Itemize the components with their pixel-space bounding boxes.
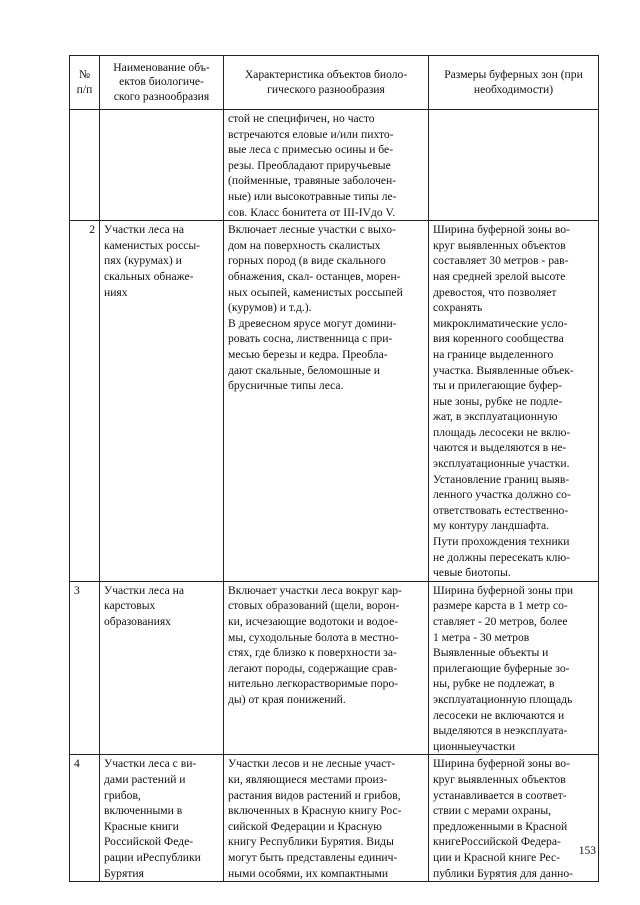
table-row xyxy=(70,755,599,882)
row-num: 4 xyxy=(70,755,100,882)
table-row xyxy=(70,581,599,755)
row-buffer xyxy=(429,110,599,221)
row-name xyxy=(100,110,224,221)
header-name: Наименование объ- ектов биологиче- ского разнообразия xyxy=(100,56,224,110)
row-characteristic: Включает участки леса вокруг кар- стовых образований (щели, ворон- ки, исчезающие водотоки и водое- мы, суходольные болота в местно- стях, где близко к поверхности за- легают породы, содержащие срав- нительно легкорастворимые поро- ды) от края понижений. xyxy=(224,581,429,755)
biodiversity-table xyxy=(69,55,599,882)
row-num xyxy=(70,110,100,221)
table-row xyxy=(70,221,599,582)
row-name: Участки леса с ви- дами растений и грибов, включенными в Красные книги Российской Феде- рации иРеспублики Бурятия xyxy=(100,755,224,882)
row-buffer: Ширина буферной зоны во- круг выявленных объектов составляет 30 метров - рав- ная средней зрелой высоте древостоя, что позволяет сохранять микроклиматические усло- вия коренного сообщества на границе выделенного участка. Выявленные объек- ты и прилегающие буфер- ные зоны, рубке не подле- жат, в эксплуатационную площадь лесосеки не вклю- чаются и выделяются в не- эксплуатационные участки. Установление границ выяв- ленного участка должно со- ответствовать естественно- му контуру ландшафта. Пути прохождения техники не должны пересекать клю- чевые биотопы. xyxy=(429,221,599,582)
row-name: Участки леса на каменистых россы- пях (курумах) и скальных обнаже- ниях xyxy=(100,221,224,582)
row-buffer: Ширина буферной зоны во- круг выявленных объектов устанавливается в соответ- ствии с мерами охраны, предложенными в Красной книгеРоссийской Федера- ции и Красной книге Рес- публики Бурятия для данно- xyxy=(429,755,599,882)
page-number: 153 xyxy=(578,845,596,857)
row-characteristic: Включает лесные участки с выхо- дом на поверхность скалистых горных пород (в виде скального обнажения, скал- останцев, морен- ных осыпей, каменистых россыпей (курумов) и т.д.). В древесном ярусе могут домини- ровать сосна, лиственница с при- месью березы и кедра. Преобла- дают скальные, беломошные и брусничные типы леса. xyxy=(224,221,429,582)
header-num: № п/п xyxy=(70,56,100,110)
row-buffer: Ширина буферной зоны при размере карста в 1 метр со- ставляет - 20 метров, более 1 метра - 30 метров Выявленные объекты и прилегающие буферные зо- ны, рубке не подлежат, в эксплуатационную площадь лесосеки не включаются и выделяются в неэксплуата- ционныеучастки xyxy=(429,581,599,755)
header-buffer: Размеры буферных зон (при необходимости) xyxy=(429,56,599,110)
row-num: 2 xyxy=(70,221,100,582)
row-num: 3 xyxy=(70,581,100,755)
table-header-row xyxy=(70,56,599,110)
header-characteristic: Характеристика объектов биоло- гического разнообразия xyxy=(224,56,429,110)
row-characteristic: стой не специфичен, но часто встречаются еловые и/или пихто- вые леса с примесью осины и бе- резы. Преобладают приручьевые (пойменные, травяные заболочен- ные) или высокотравные типы ле- сов. Класс бонитета от III-IVдо V. xyxy=(224,110,429,221)
table-row xyxy=(70,110,599,221)
row-characteristic: Участки лесов и не лесные участ- ки, являющиеся местами произ- растания видов растений и грибов, включенных в Красную книгу Рос- сийской Федерации и Красную книгу Республики Бурятия. Виды могут быть представлены единич- ными особями, их компактными xyxy=(224,755,429,882)
row-name: Участки леса на карстовых образованиях xyxy=(100,581,224,755)
